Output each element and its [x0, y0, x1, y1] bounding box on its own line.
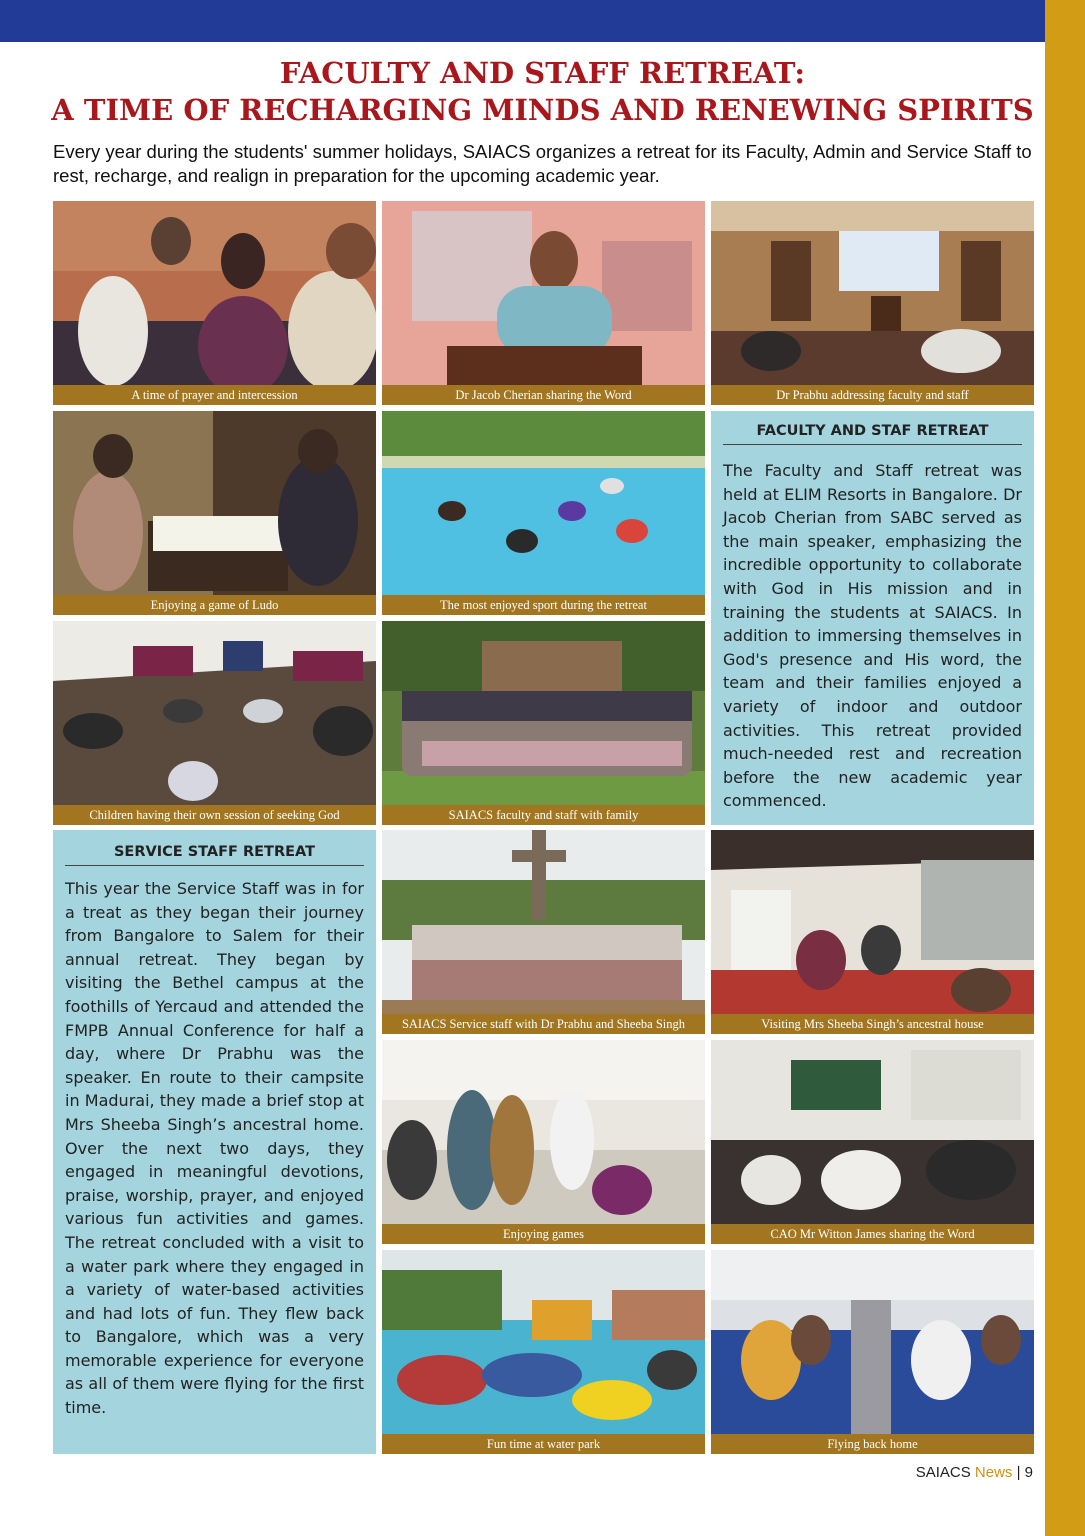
caption: Dr Prabhu addressing faculty and staff — [711, 385, 1034, 405]
group-image — [382, 621, 705, 805]
caption: A time of prayer and intercession — [53, 385, 376, 405]
caption: Dr Jacob Cherian sharing the Word — [382, 385, 705, 405]
photo-pool-sport — [382, 411, 705, 615]
caption: Flying back home — [711, 1434, 1034, 1454]
photo-flying-home — [711, 1250, 1034, 1454]
photo-group-family — [382, 621, 705, 825]
service-staff-image — [382, 830, 705, 1014]
page-title — [40, 55, 1045, 129]
photo-children — [53, 621, 376, 825]
hall-image — [711, 201, 1034, 385]
caption: SAIACS faculty and staff with family — [382, 805, 705, 825]
photo-water-park — [382, 1250, 705, 1454]
caption: The most enjoyed sport during the retreat — [382, 595, 705, 615]
title-line-2: A TIME OF RECHARGING MINDS AND RENEWING SPIRITS — [51, 93, 1034, 127]
caption: Visiting Mrs Sheeba Singh’s ancestral house — [711, 1014, 1034, 1034]
caption: CAO Mr Witton James sharing the Word — [711, 1224, 1034, 1244]
speaker-image — [382, 201, 705, 385]
service-retreat-box — [53, 830, 376, 1454]
photo-prabhu-addressing — [711, 201, 1034, 405]
water-park-image — [382, 1250, 705, 1434]
footer-news: News — [974, 1464, 1013, 1481]
faculty-retreat-body: The Faculty and Staff retreat was held at ELIM Resorts in Bangalore. Dr Jacob Cherian from SABC served as the main speaker, emphasizing the incredible opportunity to collaborate with God in His mission and in training the students at SAIACS. In addition to immersing themselves in God's presence and His word, the team and their families enjoyed a variety of indoor and outdoor activities. This retreat provided much-needed rest and recreation before the new academic year commenced. — [723, 461, 1022, 811]
header-bar — [0, 0, 1045, 42]
photo-prayer — [53, 201, 376, 405]
caption: Children having their own session of seeking God — [53, 805, 376, 825]
side-accent-bar — [1045, 0, 1085, 1536]
title-line-1: FACULTY AND STAFF RETREAT: — [279, 56, 806, 90]
caption: Enjoying games — [382, 1224, 705, 1244]
caption: Fun time at water park — [382, 1434, 705, 1454]
photo-cao-sharing — [711, 1040, 1034, 1244]
photo-service-staff — [382, 830, 705, 1034]
footer-brand: SAIACS — [915, 1464, 971, 1481]
intro-paragraph: Every year during the students' summer holidays, SAIACS organizes a retreat for its Faculty, Admin and Service Staff to rest, recharge, and realign in preparation for the upcoming academic year. — [53, 141, 1032, 186]
service-retreat-heading: SERVICE STAFF RETREAT — [65, 844, 364, 866]
faculty-retreat-box — [711, 411, 1034, 825]
photo-ancestral-house — [711, 830, 1034, 1034]
ludo-image — [53, 411, 376, 595]
service-retreat-body: This year the Service Staff was in for a treat as they began their journey from Bangalore to Salem for their annual retreat. They began by visiting the Bethel campus at the foothills of Yercaud and attended the FMPB Annual Conference for half a day, where Dr Prabhu was the speaker. En route to their campsite in Madurai, they made a brief stop at Mrs Sheeba Singh’s ancestral home. Over the next two days, they engaged in meaningful devotions, praise, worship, prayer, and enjoyed various fun activities and games. The retreat concluded with a visit to a water park where they engaged in a variety of water-based activities and had lots of fun. They flew back to Bangalore, which was a very memorable experience for everyone as all of them were flying for the first time. — [65, 879, 364, 1418]
prayer-image — [53, 201, 376, 385]
caption: Enjoying a game of Ludo — [53, 595, 376, 615]
photo-ludo — [53, 411, 376, 615]
plane-image — [711, 1250, 1034, 1434]
house-image — [711, 830, 1034, 1014]
photo-games — [382, 1040, 705, 1244]
caption: SAIACS Service staff with Dr Prabhu and Sheeba Singh — [382, 1014, 705, 1034]
children-image — [53, 621, 376, 805]
page-footer — [916, 1464, 1033, 1481]
page-number: | 9 — [1016, 1464, 1033, 1481]
photo-jacob-cherian — [382, 201, 705, 405]
pool-image — [382, 411, 705, 595]
cao-image — [711, 1040, 1034, 1224]
games-image — [382, 1040, 705, 1224]
faculty-retreat-heading: FACULTY AND STAF RETREAT — [723, 423, 1022, 445]
